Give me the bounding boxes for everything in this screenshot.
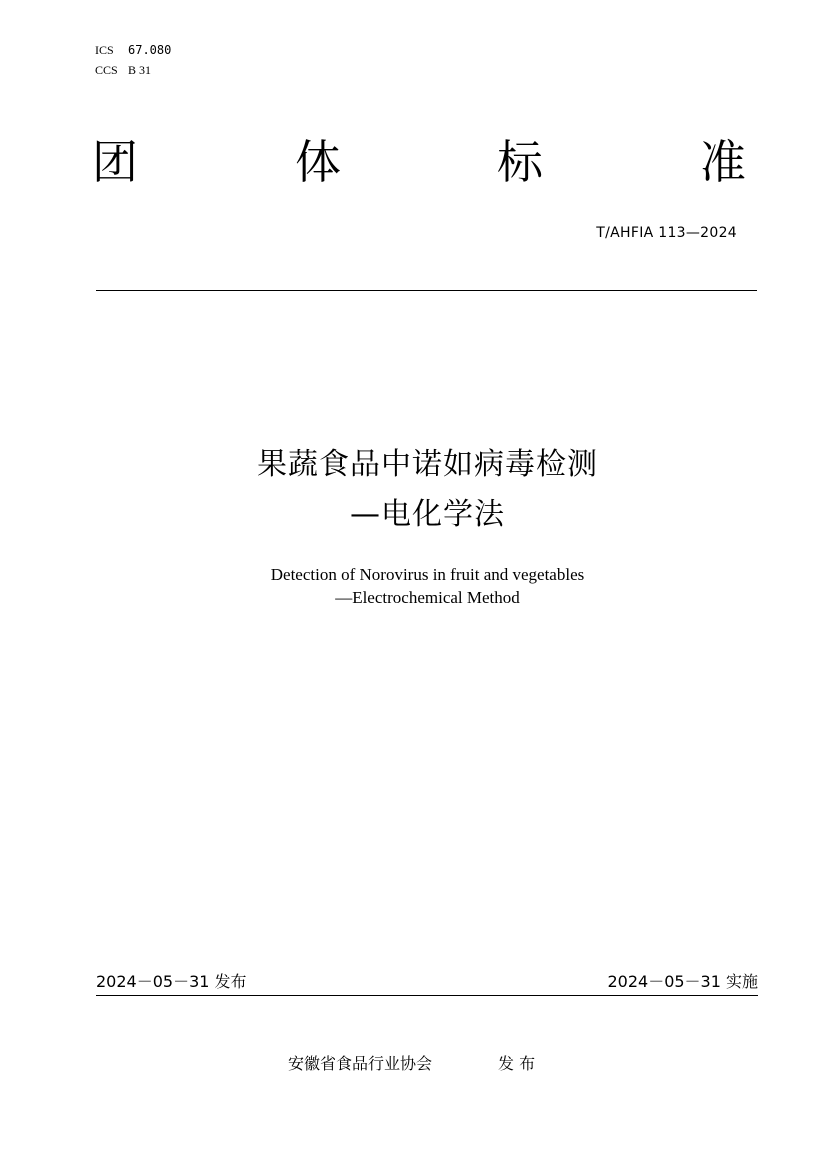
title-en-line1: Detection of Norovirus in fruit and vegetables	[270, 565, 585, 584]
title-cn-line2: —电化学法	[350, 497, 505, 532]
issuer-action: 发 布	[498, 1054, 536, 1073]
standard-type-char-1: 团	[92, 135, 138, 189]
title-cn-line1: 果蔬食品中诺如病毒检测	[257, 447, 598, 482]
standard-number: T/AHFIA 113—2024	[596, 225, 737, 241]
standard-type-char-4: 准	[700, 135, 746, 189]
issuer-name: 安徽省食品行业协会	[288, 1054, 433, 1073]
footer-divider	[96, 995, 758, 996]
ics-row	[95, 40, 171, 60]
standard-type-char-3: 标	[497, 135, 543, 189]
ics-value: 67.080	[128, 43, 172, 57]
implement-date: 2024－05－31 实施	[607, 972, 758, 991]
ccs-value: B 31	[128, 63, 152, 77]
ccs-label: CCS	[95, 63, 118, 77]
standard-type-char-2: 体	[295, 135, 341, 189]
publish-date: 2024－05－31 发布	[96, 972, 247, 991]
classification-codes	[95, 40, 171, 80]
title-en-line2: —Electrochemical Method	[335, 588, 520, 607]
header-divider	[96, 290, 757, 291]
ccs-row	[95, 60, 171, 80]
ics-label: ICS	[95, 43, 114, 57]
